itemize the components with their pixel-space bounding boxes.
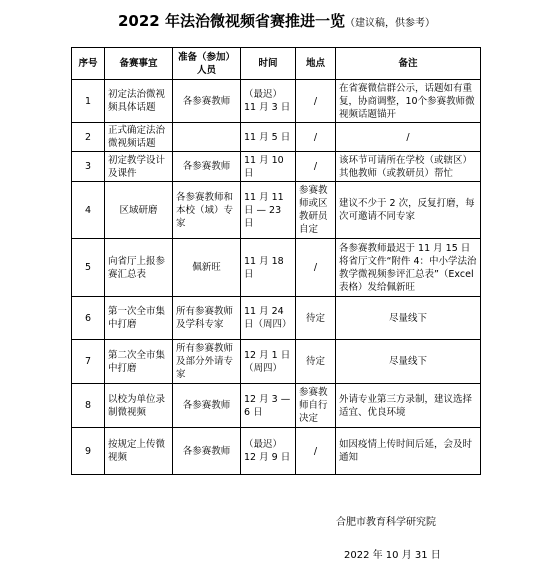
header-index: 序号: [72, 48, 105, 80]
table-row: [72, 428, 481, 475]
cell-location: /: [296, 80, 336, 123]
table-row: [72, 182, 481, 239]
cell-people: 各参赛教师: [173, 428, 241, 475]
header-time: 时间: [241, 48, 296, 80]
cell-task: 初定教学设计及课件: [105, 152, 173, 182]
cell-time: 11 月 18 日: [241, 239, 296, 297]
cell-index: 9: [72, 428, 105, 475]
cell-task: 区域研磨: [105, 182, 173, 239]
header-task: 备赛事宜: [105, 48, 173, 80]
table-row: [72, 297, 481, 340]
cell-remarks: 如因疫情上传时间后延，会及时通知: [336, 428, 481, 475]
cell-time: 12 月 3 —6 日: [241, 384, 296, 428]
cell-task: 向省厅上报参赛汇总表: [105, 239, 173, 297]
table-header-row: [72, 48, 481, 80]
cell-task: 初定法治微视频具体话题: [105, 80, 173, 123]
cell-remarks: 尽量线下: [336, 340, 481, 384]
issue-date: 2022 年 10 月 31 日: [344, 550, 441, 561]
cell-task: 按规定上传微视频: [105, 428, 173, 475]
cell-task: 以校为单位录制微视频: [105, 384, 173, 428]
cell-people: 各参赛教师: [173, 384, 241, 428]
cell-index: 7: [72, 340, 105, 384]
cell-location: 待定: [296, 297, 336, 340]
cell-people: 各参赛教师: [173, 152, 241, 182]
cell-people: 各参赛教师和本校（域）专家: [173, 182, 241, 239]
document-title: [0, 10, 553, 31]
cell-time: 11 月 24 日（周四）: [241, 297, 296, 340]
cell-location: /: [296, 152, 336, 182]
table-row: [72, 80, 481, 123]
table-row: [72, 239, 481, 297]
cell-time: （最迟）12 月 9 日: [241, 428, 296, 475]
cell-remarks: 尽量线下: [336, 297, 481, 340]
cell-remarks: 在省赛微信群公示，话题如有重复，协商调整，10个参赛教师微视频话题锚开: [336, 80, 481, 123]
table-row: [72, 384, 481, 428]
cell-location: /: [296, 428, 336, 475]
header-people: 准备（参加）人员: [173, 48, 241, 80]
cell-location: 参赛教师或区教研员自定: [296, 182, 336, 239]
cell-index: 5: [72, 239, 105, 297]
cell-remarks: 外请专业第三方录制，建议选择适宜、优良环境: [336, 384, 481, 428]
table-row: [72, 340, 481, 384]
cell-time: 11 月 10 日: [241, 152, 296, 182]
cell-location: 待定: [296, 340, 336, 384]
cell-remarks: 该环节可请所在学校（或辖区）其他教师（或教研员）帮忙: [336, 152, 481, 182]
cell-remarks: 各参赛教师最迟于 11 月 15 日将省厅文件“附件 4：中小学法治教学微视频参评汇总表”（Excel 表格）发给佩新旺: [336, 239, 481, 297]
header-remarks: 备注: [336, 48, 481, 80]
title-note: （建议稿，供参考）: [344, 18, 435, 29]
cell-people: 佩新旺: [173, 239, 241, 297]
cell-index: 6: [72, 297, 105, 340]
cell-people: 所有参赛教师及学科专家: [173, 297, 241, 340]
cell-task: 第一次全市集中打磨: [105, 297, 173, 340]
cell-index: 1: [72, 80, 105, 123]
cell-location: 参赛教师自行决定: [296, 384, 336, 428]
cell-location: /: [296, 123, 336, 152]
issuing-organization: 合肥市教育科学研究院: [336, 517, 436, 528]
cell-remarks: 建议不少于 2 次，反复打磨，每次可邀请不同专家: [336, 182, 481, 239]
cell-time: 12 月 1 日（周四）: [241, 340, 296, 384]
title-main: 2022 年法治微视频省赛推进一览: [118, 12, 345, 30]
cell-time: 11 月 11 日 — 23 日: [241, 182, 296, 239]
cell-time: （最迟）11 月 3 日: [241, 80, 296, 123]
cell-task: 第二次全市集中打磨: [105, 340, 173, 384]
header-location: 地点: [296, 48, 336, 80]
cell-index: 4: [72, 182, 105, 239]
table-row: [72, 123, 481, 152]
cell-time: 11 月 5 日: [241, 123, 296, 152]
schedule-table: [71, 47, 481, 475]
cell-people: [173, 123, 241, 152]
cell-index: 3: [72, 152, 105, 182]
cell-index: 8: [72, 384, 105, 428]
cell-index: 2: [72, 123, 105, 152]
cell-task: 正式确定法治微视频话题: [105, 123, 173, 152]
cell-people: 所有参赛教师及部分外请专家: [173, 340, 241, 384]
cell-location: /: [296, 239, 336, 297]
table-row: [72, 152, 481, 182]
cell-remarks: /: [336, 123, 481, 152]
cell-people: 各参赛教师: [173, 80, 241, 123]
